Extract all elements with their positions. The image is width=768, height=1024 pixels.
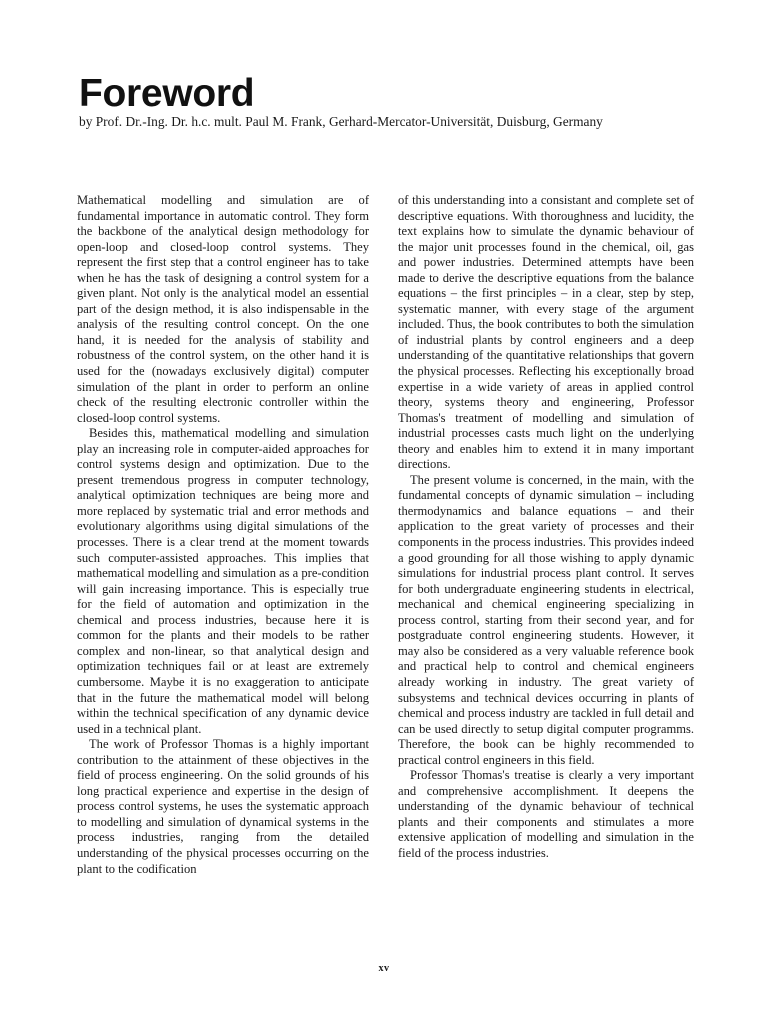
paragraph: Mathematical modelling and simulation are of fundamental importance in automatic control. They form the backbone of the analytical design methodology for open-loop and closed-loop control systems. They represent the first step that a control engineer has to take when he has the task of designing a control system for a given plant. Not only is the analytical model an essential part of the design method, it is also indispensable in the analysis of the resulting control concept. On the one hand, it is needed for the analysis of stability and robustness of the control system, on the other hand it is used for the (nowadays exclusively digital) computer simulation of the plant in order to perform an online check of the resulting electronic controller within the closed-loop control systems.	[77, 193, 369, 425]
paragraph: The present volume is concerned, in the main, with the fundamental concepts of dynamic simulation – including thermodynamics and balance equations – and their application to the great variety of processes and their components in the process industries. This provides indeed a good grounding for all those wishing to apply dynamic simulations for industrial process plant control. It serves for both undergraduate engineering students in electrical, mechanical and chemical engineering specializing in process control, starting from their second year, and for postgraduate control engineering students. However, it may also be considered as a very valuable reference book and practical help to control and chemical engineers already working in industry. The great variety of subsystems and technical devices occurring in plants of chemical and process industry are tackled in full detail and can be used directly to setup digital computer programms. Therefore, the book can be highly recommended to practical control engineers in this field.	[398, 472, 694, 767]
paragraph: of this understanding into a consistant and complete set of descriptive equations. With thoroughness and lucidity, the text explains how to simulate the dynamic behaviour of the major unit processes found in the chemical, oil, gas and power industries. Determined attempts have been made to derive the descriptive equations from the balance equations – the first principles – in a clear, step by step, systematic manner, with every stage of the argument included. Thus, the book contributes to both the simulation of industrial plants by control engineers and a deep understanding of the quantitative relationships that govern the physical processes. Reflecting his exceptionally broad expertise in a wide variety of areas in applied control theory, systems theory and engineering, Professor Thomas's treatment of modelling and simulation of industrial processes casts much light on the underlying theory and enables him to extend it in many important directions.	[398, 193, 694, 472]
paragraph: The work of Professor Thomas is a highly important contribution to the attainment of these objectives in the field of process engineering. On the solid grounds of his long practical experience and expertise in the design of process control systems, he uses the systematic approach to modelling and simulation of dynamical systems in the process industries, ranging from the detailed understanding of the physical processes occurring on the plant to the codification	[77, 737, 369, 876]
author-byline: by Prof. Dr.-Ing. Dr. h.c. mult. Paul M. Frank, Gerhard-Mercator-Universität, Duisburg, Germany	[79, 114, 603, 129]
left-column	[77, 193, 369, 877]
paragraph: Besides this, mathematical modelling and simulation play an increasing role in computer-aided approaches for control systems design and optimization. Due to the present tremendous progress in computer technology, analytical optimization techniques are being more and more replaced by systematic trial and error methods and evolutionary algorithms using digital simulations of the processes. There is a clear trend at the moment towards such computer-assisted approaches. This implies that mathematical modelling and simulation as a pre-condition will gain increasing importance. This is especially true for the field of automation and optimization in the chemical and process industries, because here it is common for the plants and their models to be rather complex and non-linear, so that analytical design and optimization techniques fail or at least are extremely cumbersome. Maybe it is no exaggeration to anticipate that in the future the mathematical model will belong within the technical specification of any dynamic device used in a technical plant.	[77, 426, 369, 736]
page-number: xv	[378, 963, 390, 974]
right-column	[398, 193, 694, 862]
paragraph: Professor Thomas's treatise is clearly a very important and comprehensive accomplishment. It deepens the understanding of the dynamic behaviour of technical plants and their components and stimulates a more extensive application of modelling and simulation in the field of the process industries.	[398, 768, 694, 860]
page-title: Foreword	[79, 72, 255, 115]
